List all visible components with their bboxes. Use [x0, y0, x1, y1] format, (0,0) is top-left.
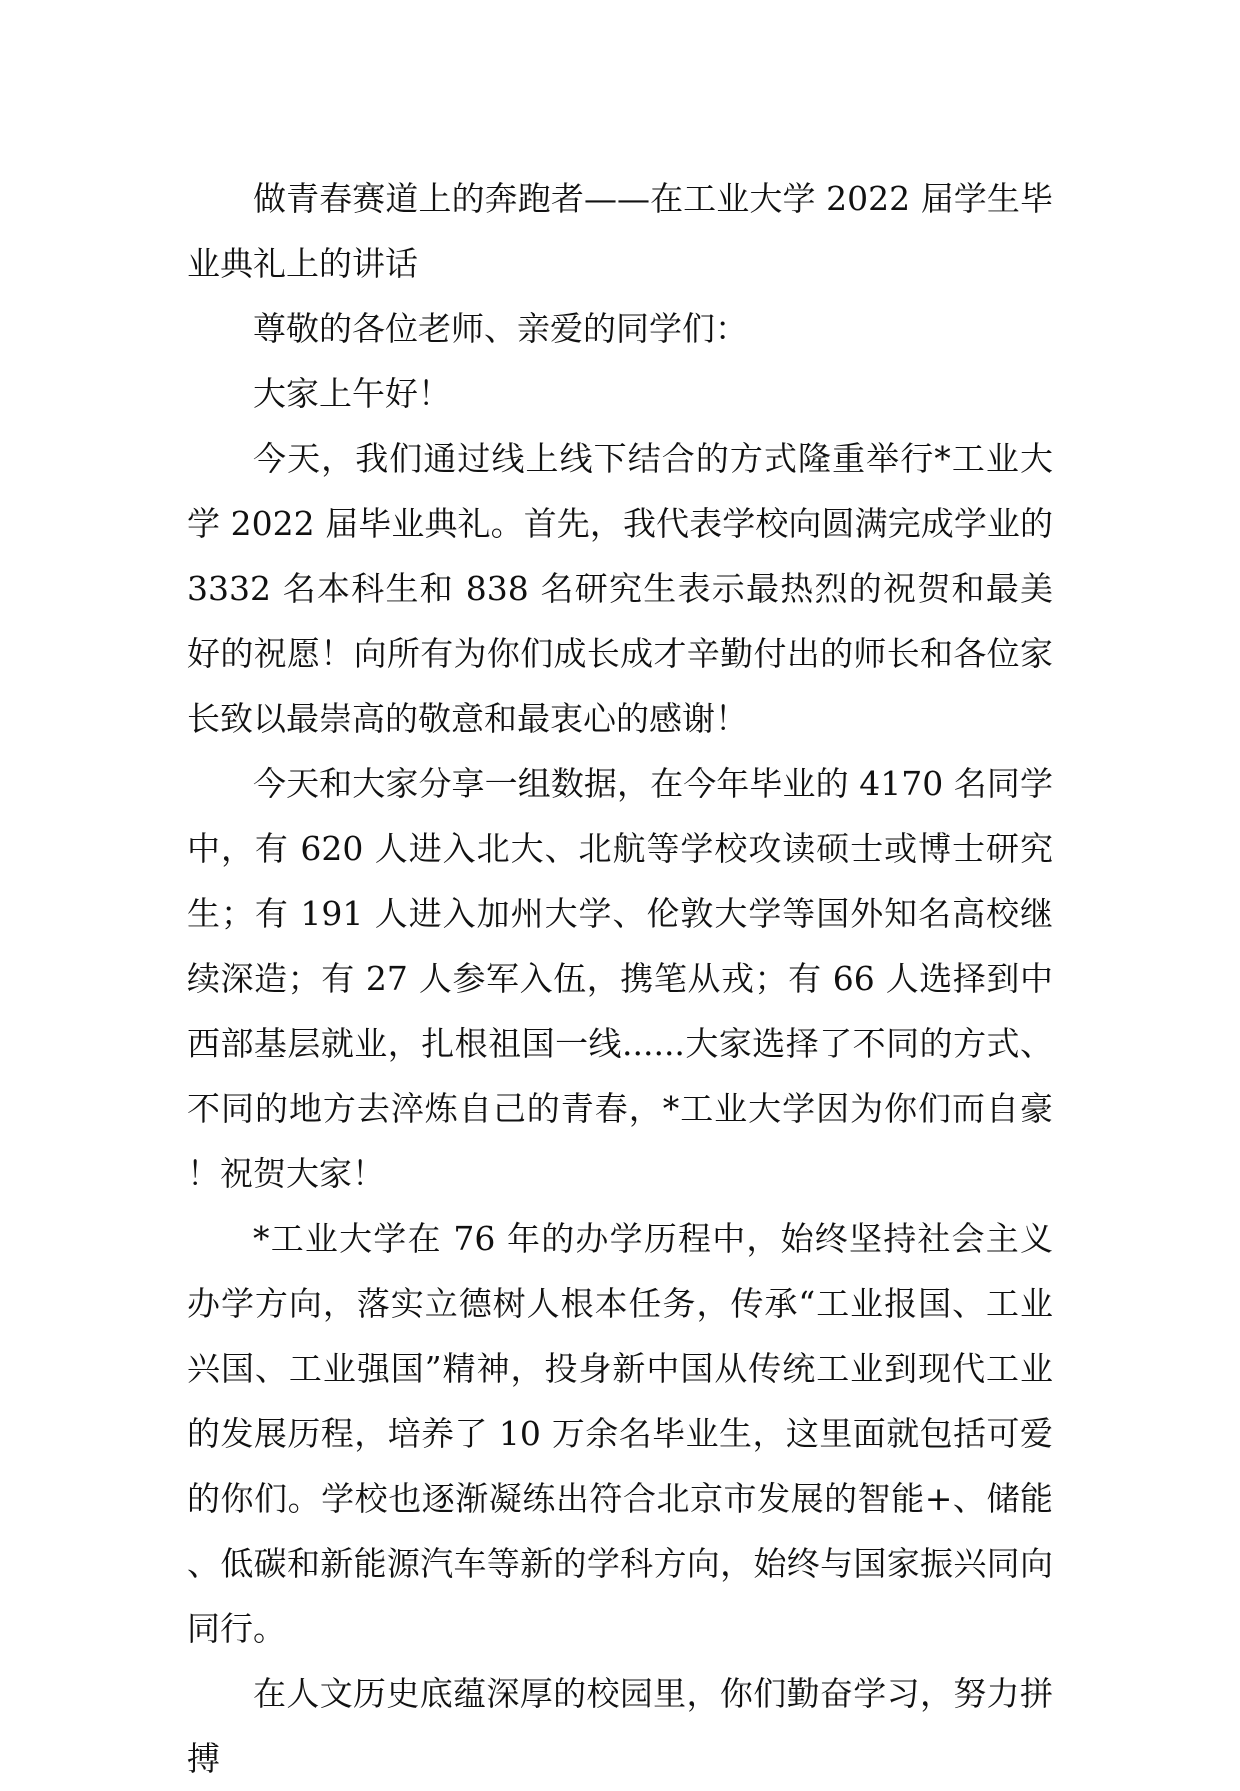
paragraph-university-history: *工业大学在 76 年的办学历程中，始终坚持社会主义办学方向，落实立德树人根本任务，传承“工业报国、工业兴国、工业强国”精神，投身新中国从传统工业到现代工业的发展历程，培养了 10 万余名毕业生，这里面就包括可爱的你们。学校也逐渐凝练出符合北京市发展的智能+、储能、低碳和新能源汽车等新的学科方向，始终与国家振兴同向同行。 [187, 1219, 1053, 1648]
paragraph-campus-life: 在人文历史底蕴深厚的校园里，你们勤奋学习，努力拼搏 [187, 1674, 1053, 1778]
greeting: 大家上午好！ [253, 374, 451, 413]
document-title: 做青春赛道上的奔跑者——在工业大学 2022 届学生毕业典礼上的讲话 [187, 179, 1053, 283]
paragraph-graduate-data: 今天和大家分享一组数据，在今年毕业的 4170 名同学中，有 620 人进入北大、北航等学校攻读硕士或博士研究生；有 191 人进入加州大学、伦敦大学等国外知名高校继续深造；有 27 人参军入伍，携笔从戎；有 66 人选择到中西部基层就业，扎根祖国一线......大家选择了不同的方式、不同的地方去淬炼自己的青春，*工业大学因为你们而自豪！祝贺大家！ [187, 764, 1053, 1193]
salutation: 尊敬的各位老师、亲爱的同学们： [253, 309, 748, 348]
paragraph-opening: 今天，我们通过线上线下结合的方式隆重举行*工业大学 2022 届毕业典礼。首先，我代表学校向圆满完成学业的 3332 名本科生和 838 名研究生表示最热烈的祝贺和最美好的祝愿！向所有为你们成长成才辛勤付出的师长和各位家长致以最崇高的敬意和最衷心的感谢！ [187, 439, 1053, 738]
document-body [187, 166, 1053, 1791]
